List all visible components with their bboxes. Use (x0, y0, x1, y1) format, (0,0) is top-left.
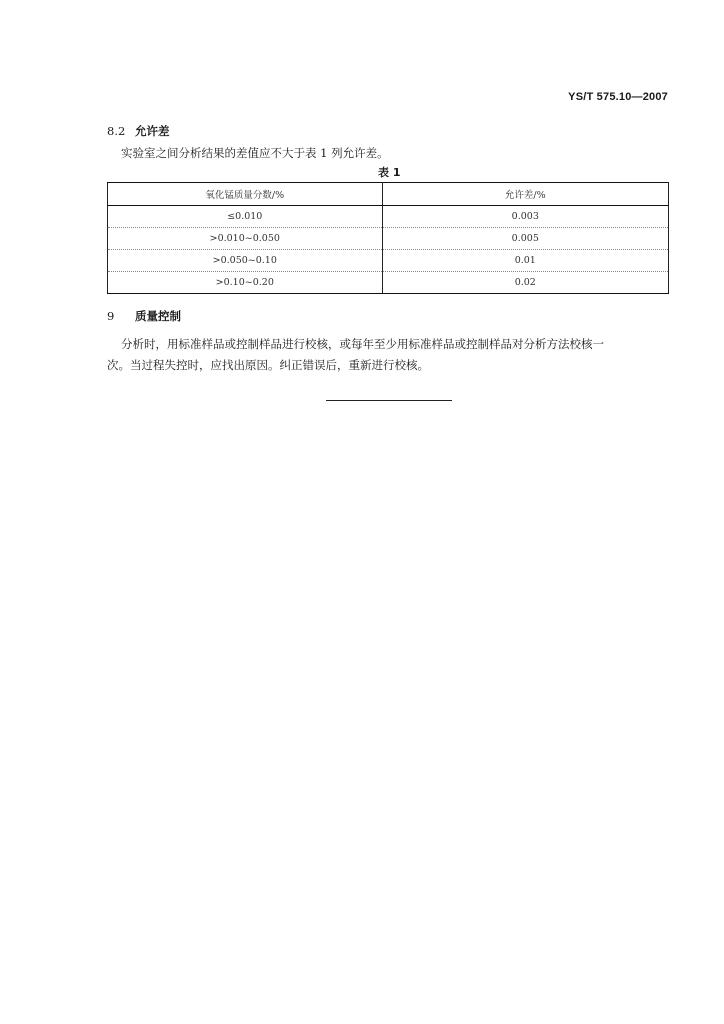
table-cell-tolerance: 0.01 (382, 250, 668, 272)
table-row (108, 272, 669, 294)
table-cell-range: >0.050~0.10 (108, 250, 383, 272)
table-cell-range: >0.10~0.20 (108, 272, 383, 294)
table-row (108, 250, 669, 272)
table-caption: 表 1 (378, 166, 401, 179)
clause-title: 质量控制 (135, 309, 181, 323)
table-cell-tolerance: 0.003 (382, 206, 668, 228)
table-cell-range: ≤0.010 (108, 206, 383, 228)
clause-9-heading (107, 309, 181, 323)
table-row (108, 228, 669, 250)
clause-title: 允许差 (135, 124, 170, 138)
column-header-tolerance: 允许差/% (382, 183, 668, 206)
clause-number: 8.2 (107, 124, 126, 138)
column-header-mass-fraction: 氧化锰质量分数/% (108, 183, 383, 206)
table-cell-tolerance: 0.02 (382, 272, 668, 294)
standard-number: YS/T 575.10—2007 (568, 91, 668, 103)
table-cell-tolerance: 0.005 (382, 228, 668, 250)
table-header-row (108, 183, 669, 206)
clause-9-text-line-2: 次。当过程失控时，应找出原因。纠正错误后，重新进行校核。 (107, 358, 429, 372)
clause-8-2-heading (107, 124, 170, 138)
clause-8-2-text: 实验室之间分析结果的差值应不大于表 1 列允许差。 (121, 146, 389, 160)
tolerance-table (107, 182, 669, 294)
clause-number: 9 (107, 309, 115, 323)
table-cell-range: >0.010~0.050 (108, 228, 383, 250)
clause-9-text-line-1: 分析时，用标准样品或控制样品进行校核，或每年至少用标准样品或控制样品对分析方法校核一 (121, 337, 604, 351)
end-of-document-rule (326, 400, 452, 401)
table-row (108, 206, 669, 228)
